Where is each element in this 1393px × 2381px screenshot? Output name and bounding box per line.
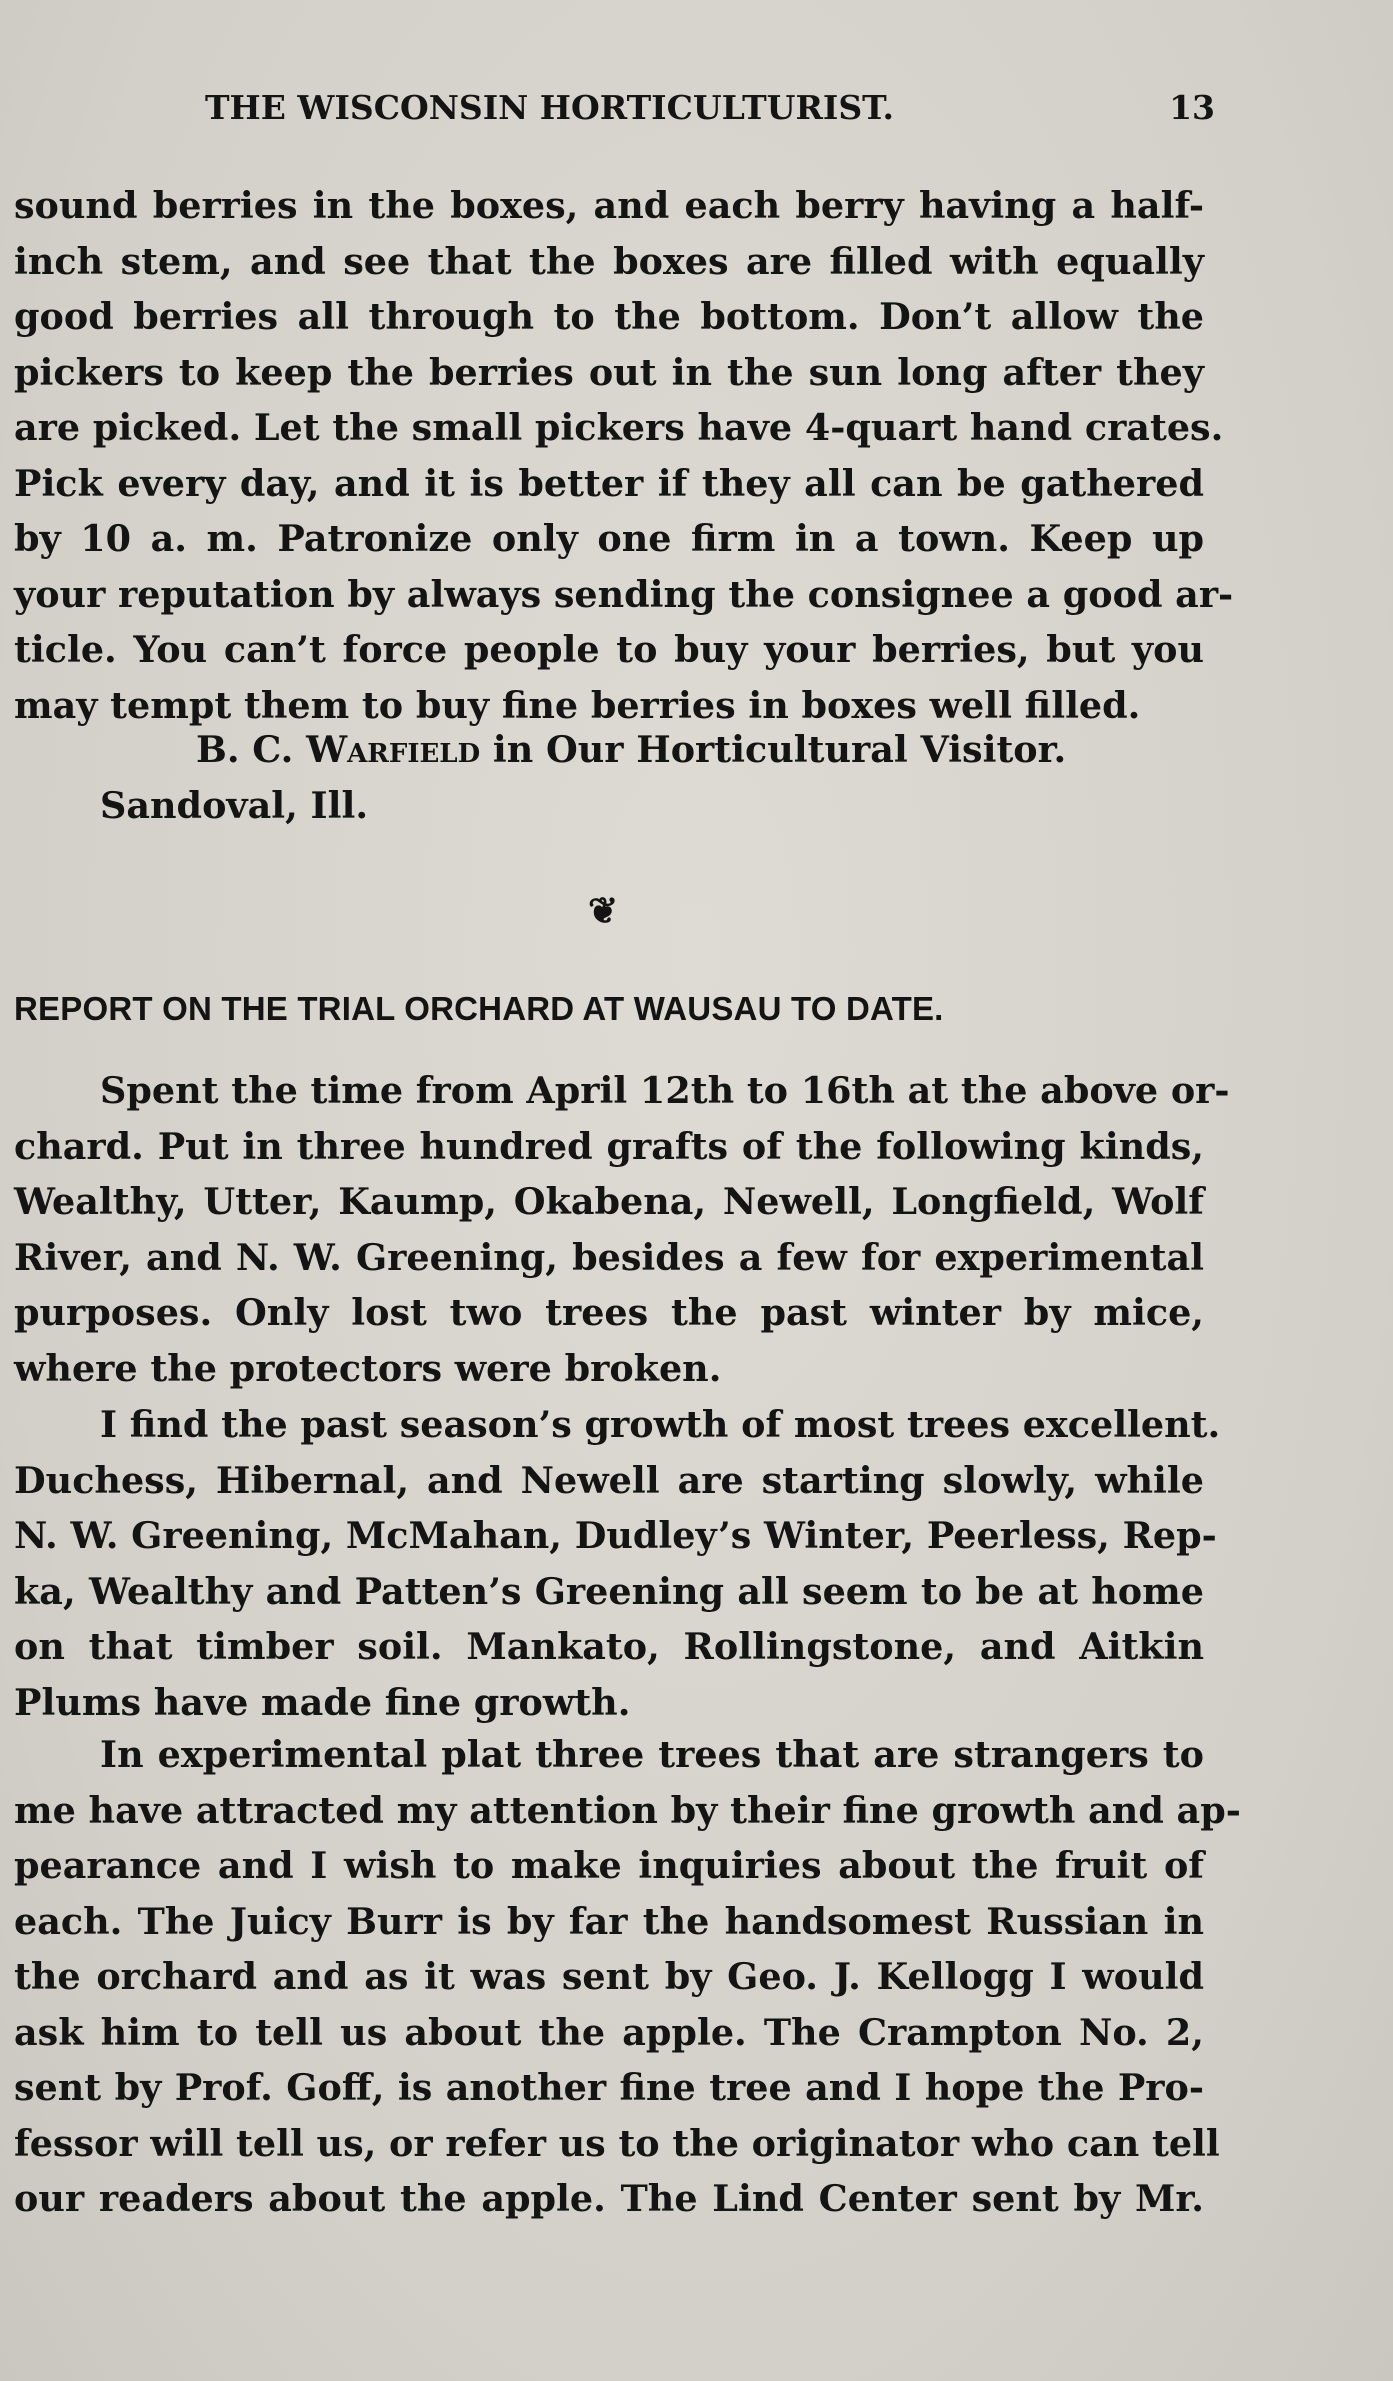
text-line: good berries all through to the bottom. Don’t allow the	[14, 295, 1204, 338]
text-line: N. W. Greening, McMahan, Dudley’s Winter, Peerless, Rep-	[14, 1514, 1217, 1557]
text-line: pearance and I wish to make inquiries about the fruit of	[14, 1844, 1204, 1887]
text-line: ticle. You can’t force people to buy your berries, but you	[14, 628, 1204, 671]
text-line: your reputation by always sending the consignee a good ar-	[14, 572, 1234, 616]
text-line: ask him to tell us about the apple. The Crampton No. 2,	[14, 2010, 1204, 2054]
text-line: purposes. Only lost two trees the past winter by mice,	[14, 1291, 1204, 1334]
author-place: Sandoval, Ill.	[100, 784, 369, 827]
text-line: sound berries in the boxes, and each berry having a half-	[14, 184, 1204, 227]
text-line: sent by Prof. Goff, is another fine tree and I hope the Pro-	[14, 2066, 1204, 2109]
text-line: chard. Put in three hundred grafts of the following kinds,	[14, 1124, 1204, 1168]
text-line: River, and N. W. Greening, besides a few for experimental	[14, 1235, 1204, 1279]
journal-title: THE WISCONSIN HORTICULTURIST.	[205, 88, 894, 127]
page-number: 13	[1169, 88, 1215, 127]
attribution-source: in Our Horticultural Visitor.	[480, 728, 1067, 771]
text-line: where the protectors were broken.	[14, 1346, 722, 1390]
author-surname: Warfield	[306, 728, 481, 771]
paragraph-experimental-plat	[14, 1727, 1241, 2227]
text-line: Plums have made fine growth.	[14, 1680, 631, 1724]
text-line: In experimental plat three trees that are strangers to	[100, 1733, 1204, 1776]
paragraph-berry-picking	[14, 178, 1234, 733]
text-line: Pick every day, and it is better if they all can be gathered	[14, 461, 1204, 505]
text-line: Spent the time from April 12th to 16th at the above or-	[100, 1069, 1230, 1112]
author-attribution	[196, 728, 1066, 771]
author-initials: B. C.	[196, 728, 307, 771]
text-line: our readers about the apple. The Lind Center sent by Mr.	[14, 2177, 1204, 2220]
text-line: the orchard and as it was sent by Geo. J. Kellogg I would	[14, 1955, 1204, 1998]
text-line: Duchess, Hibernal, and Newell are starting slowly, while	[14, 1458, 1204, 1502]
text-line: are picked. Let the small pickers have 4-quart hand crates.	[14, 406, 1224, 449]
text-line: each. The Juicy Burr is by far the handsomest Russian in	[14, 1899, 1204, 1943]
text-line: by 10 a. m. Patronize only one firm in a town. Keep up	[14, 517, 1204, 560]
section-ornament-icon: ❦	[588, 890, 619, 932]
text-line: inch stem, and see that the boxes are filled with equally	[14, 239, 1204, 283]
text-line: me have attracted my attention by their fine growth and ap-	[14, 1788, 1241, 1832]
text-line: ka, Wealthy and Patten’s Greening all seem to be at home	[14, 1569, 1204, 1613]
text-line: may tempt them to buy fine berries in boxes well filled.	[14, 683, 1141, 727]
text-line: pickers to keep the berries out in the sun long after they	[14, 350, 1204, 394]
text-line: I find the past season’s growth of most trees excellent.	[100, 1403, 1221, 1446]
text-line: fessor will tell us, or refer us to the originator who can tell	[14, 2121, 1220, 2165]
text-line: on that timber soil. Mankato, Rollingstone, and Aitkin	[14, 1625, 1204, 1668]
paragraph-season-growth	[14, 1397, 1221, 1730]
paragraph-grafting-report	[14, 1063, 1230, 1396]
text-line: Wealthy, Utter, Kaump, Okabena, Newell, Longfield, Wolf	[14, 1180, 1204, 1223]
running-header	[205, 88, 1215, 138]
article-heading: REPORT ON THE TRIAL ORCHARD AT WAUSAU TO DATE.	[14, 990, 944, 1027]
